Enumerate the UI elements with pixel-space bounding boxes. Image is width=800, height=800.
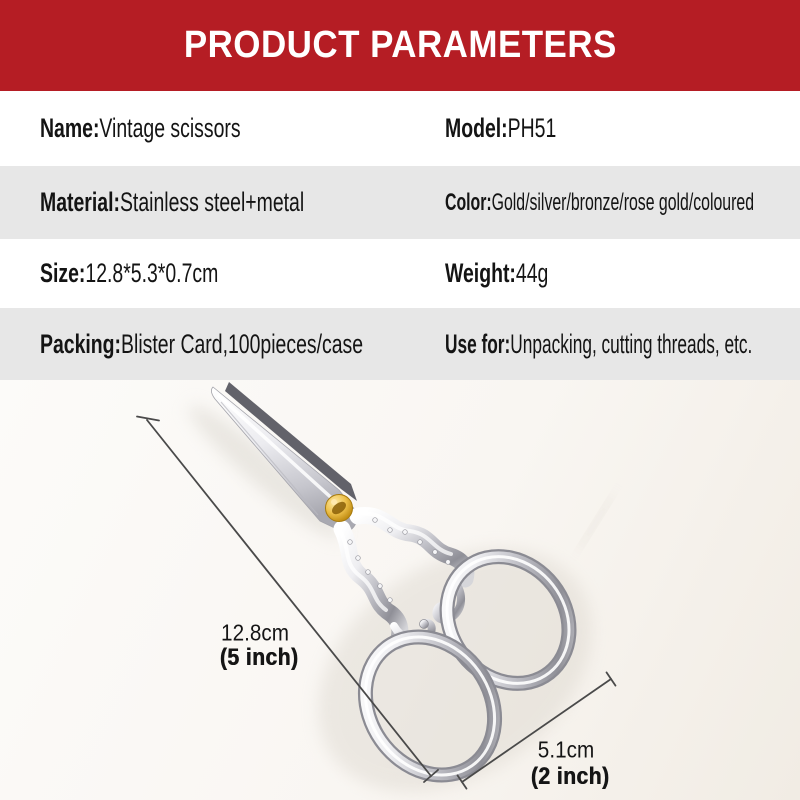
spec-cell-packing bbox=[0, 308, 400, 380]
spec-cell-color bbox=[400, 166, 800, 239]
spec-value-size: 12.8*5.3*0.7cm bbox=[85, 258, 219, 288]
spec-cell-size bbox=[0, 239, 400, 308]
spec-label-weight: Weight: bbox=[445, 258, 516, 288]
spec-value-usefor: Unpacking, cutting threads, etc. bbox=[510, 328, 753, 359]
spec-value-color: Gold/silver/bronze/rose gold/coloured bbox=[491, 188, 755, 216]
scissors-illustration bbox=[0, 380, 800, 800]
spec-row-name-model bbox=[0, 91, 800, 166]
spec-cell-model bbox=[400, 91, 800, 166]
spec-row-size-weight bbox=[0, 239, 800, 308]
spec-cell-name bbox=[0, 91, 400, 166]
spec-label-name: Name: bbox=[40, 113, 100, 143]
spec-cell-weight bbox=[400, 239, 800, 308]
width-metric-label: 5.1cm bbox=[537, 736, 595, 763]
spec-label-color: Color: bbox=[445, 188, 492, 216]
gold-pivot-screw bbox=[326, 495, 353, 522]
spec-label-model: Model: bbox=[445, 113, 508, 143]
spec-value-name: Vintage scissors bbox=[99, 113, 241, 143]
spec-label-material: Material: bbox=[40, 187, 120, 217]
width-imperial-label: (2 inch) bbox=[530, 763, 610, 790]
spec-value-model: PH51 bbox=[507, 113, 557, 143]
spec-value-material: Stainless steel+metal bbox=[119, 187, 305, 217]
spec-cell-material bbox=[0, 166, 400, 239]
spec-value-packing: Blister Card,100pieces/case bbox=[121, 328, 364, 359]
spec-row-material-color bbox=[0, 166, 800, 239]
spec-row-packing-usefor bbox=[0, 308, 800, 380]
width-line-right-tick bbox=[607, 672, 616, 685]
product-photo bbox=[0, 380, 800, 800]
spec-value-weight: 44g bbox=[515, 258, 549, 288]
spec-cell-usefor bbox=[400, 308, 800, 380]
header-banner bbox=[0, 0, 800, 91]
length-metric-label: 12.8cm bbox=[221, 619, 289, 646]
spec-table bbox=[0, 91, 800, 380]
length-imperial-label: (5 inch) bbox=[219, 644, 299, 671]
spec-label-size: Size: bbox=[40, 258, 86, 288]
handle-ball-detail bbox=[420, 620, 429, 629]
spec-label-usefor: Use for: bbox=[445, 328, 511, 359]
page-title: PRODUCT PARAMETERS bbox=[183, 24, 617, 66]
spec-label-packing: Packing: bbox=[40, 328, 122, 359]
